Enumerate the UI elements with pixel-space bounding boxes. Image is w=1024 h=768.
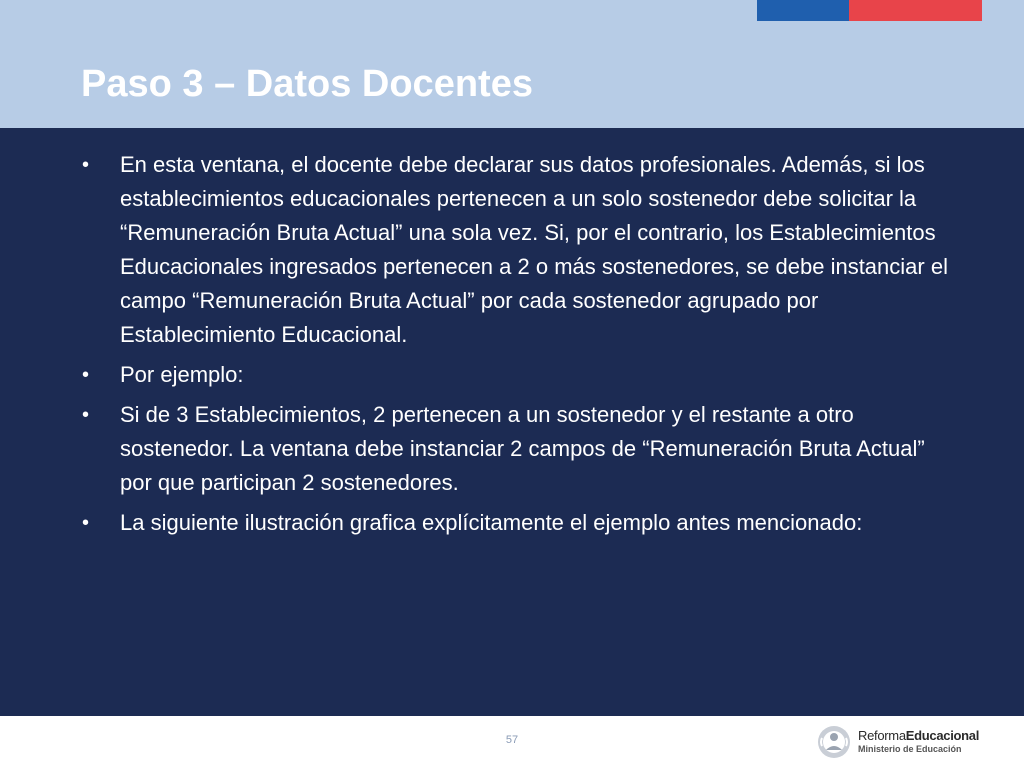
logo-name (858, 728, 979, 743)
bullet-text: Si de 3 Establecimientos, 2 pertenecen a un sostenedor y el restante a otro sostenedor. La ventana debe instanciar 2 campos de “Remuneración Bruta Actual” por que participan 2 sostenedores. (120, 402, 925, 495)
bullet-item (82, 148, 952, 352)
bullet-icon: • (82, 404, 90, 426)
bullet-icon: • (82, 364, 90, 386)
flag-blue-stripe (757, 0, 849, 21)
bullet-icon: • (82, 154, 90, 176)
slide-footer (0, 716, 1024, 768)
bullet-text: La siguiente ilustración grafica explícitamente el ejemplo antes mencionado: (120, 510, 863, 535)
slide-title: Paso 3 – Datos Docentes (81, 63, 533, 105)
slide-content (0, 128, 1024, 716)
flag-red-stripe (849, 0, 982, 21)
logo-name-light: Reforma (858, 728, 906, 743)
bullet-text: Por ejemplo: (120, 362, 244, 387)
logo-name-bold: Educacional (905, 728, 980, 743)
logo-subtitle: Ministerio de Educación (858, 744, 962, 754)
bullet-list (82, 148, 952, 546)
bullet-text: En esta ventana, el docente debe declarar sus datos profesionales. Además, si los establecimientos educacionales pertenecen a un solo sostenedor debe solicitar la “Remuneración Bruta Actual” una sola vez. Si, por el contrario, los Establecimientos Educacionales ingresados pertenecen a 2 o más sostenedores, se debe instanciar el campo “Remuneración Bruta Actual” por cada sostenedor agrupado por Establecimiento Educacional. (120, 152, 948, 347)
ministry-emblem-icon (816, 724, 852, 760)
bullet-icon: • (82, 512, 90, 534)
bullet-item (82, 506, 952, 540)
reforma-educacional-logo (816, 722, 986, 762)
bullet-item (82, 398, 952, 500)
bullet-item (82, 358, 952, 392)
slide-header (0, 0, 1024, 128)
page-number: 57 (505, 734, 519, 746)
